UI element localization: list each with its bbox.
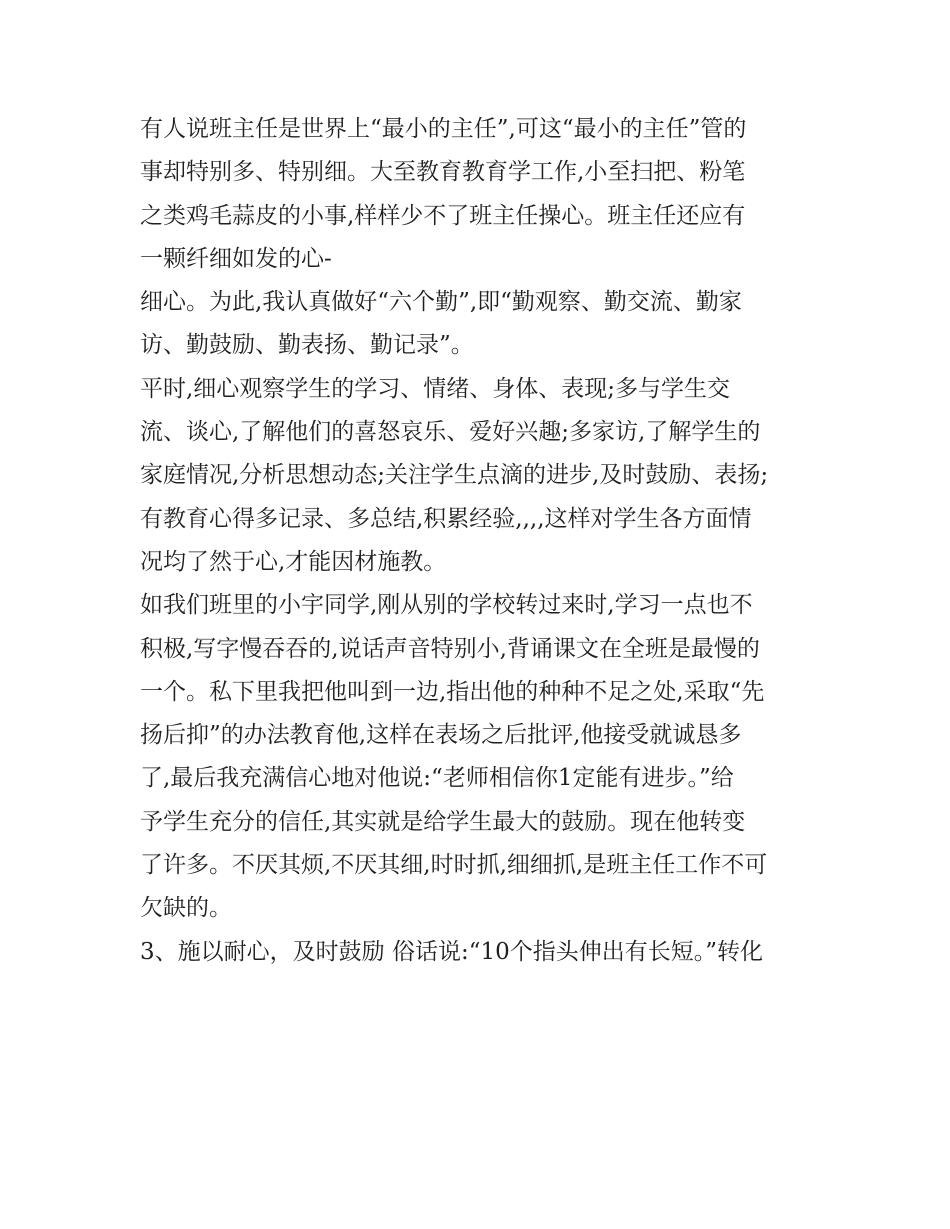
text-line: 一颗纤细如发的心-	[140, 245, 332, 272]
text-line: 积极,写字慢吞吞的,说话声音特别小,背诵课文在全班是最慢的	[140, 635, 760, 662]
text-line: 一个。私下里我把他叫到一边,指出他的种种不足之处,采取“先	[140, 678, 765, 705]
text-line: 欠缺的。	[140, 895, 232, 922]
document-body	[140, 108, 820, 974]
text-line: 况均了然于心,才能因材施教。	[140, 548, 447, 575]
text-line: 予学生充分的信任,其实就是给学生最大的鼓励。现在他转变	[140, 808, 746, 835]
text-line: 之类鸡毛蒜皮的小事,样样少不了班主任操心。班主任还应有	[140, 202, 746, 229]
text-line: 事却特别多、特别细。大至教育教育学工作,小至扫把、粉笔	[140, 159, 746, 186]
text-line: 细心。为此,我认真做好“六个勤”,即“勤观察、勤交流、勤家	[140, 289, 742, 316]
text-line: 访、勤鼓励、勤表扬、勤记录”。	[140, 332, 474, 359]
text-line: 有人说班主任是世界上“最小的主任”,可这“最小的主任”管的	[140, 116, 747, 142]
text-line: 平时,细心观察学生的学习、情绪、身体、表现;多与学生交	[140, 375, 731, 402]
text-line: 家庭情况,分析思想动态;关注学生点滴的进步,及时鼓励、表扬;	[140, 462, 769, 489]
text-line: 流、谈心,了解他们的喜怒哀乐、爱好兴趣;多家访,了解学生的	[140, 419, 761, 446]
text-line: 扬后抑”的办法教育他,这样在表场之后批评,他接受就诚恳多	[140, 722, 742, 749]
text-line: 了许多。不厌其烦,不厌其细,时时抓,细细抓,是班主任工作不可	[140, 852, 768, 879]
text-line: 3、施以耐心，及时鼓励 俗话说:“10个指头伸出有长短。”转化	[140, 938, 763, 965]
text-line: 如我们班里的小宇同学,刚从别的学校转过来时,学习一点也不	[140, 592, 753, 619]
text-line: 有教育心得多记录、多总结,积累经验,,,,这样对学生各方面情	[140, 505, 752, 532]
text-line: 了,最后我充满信心地对他说:“老师相信你1定能有进步。”给	[140, 765, 734, 792]
